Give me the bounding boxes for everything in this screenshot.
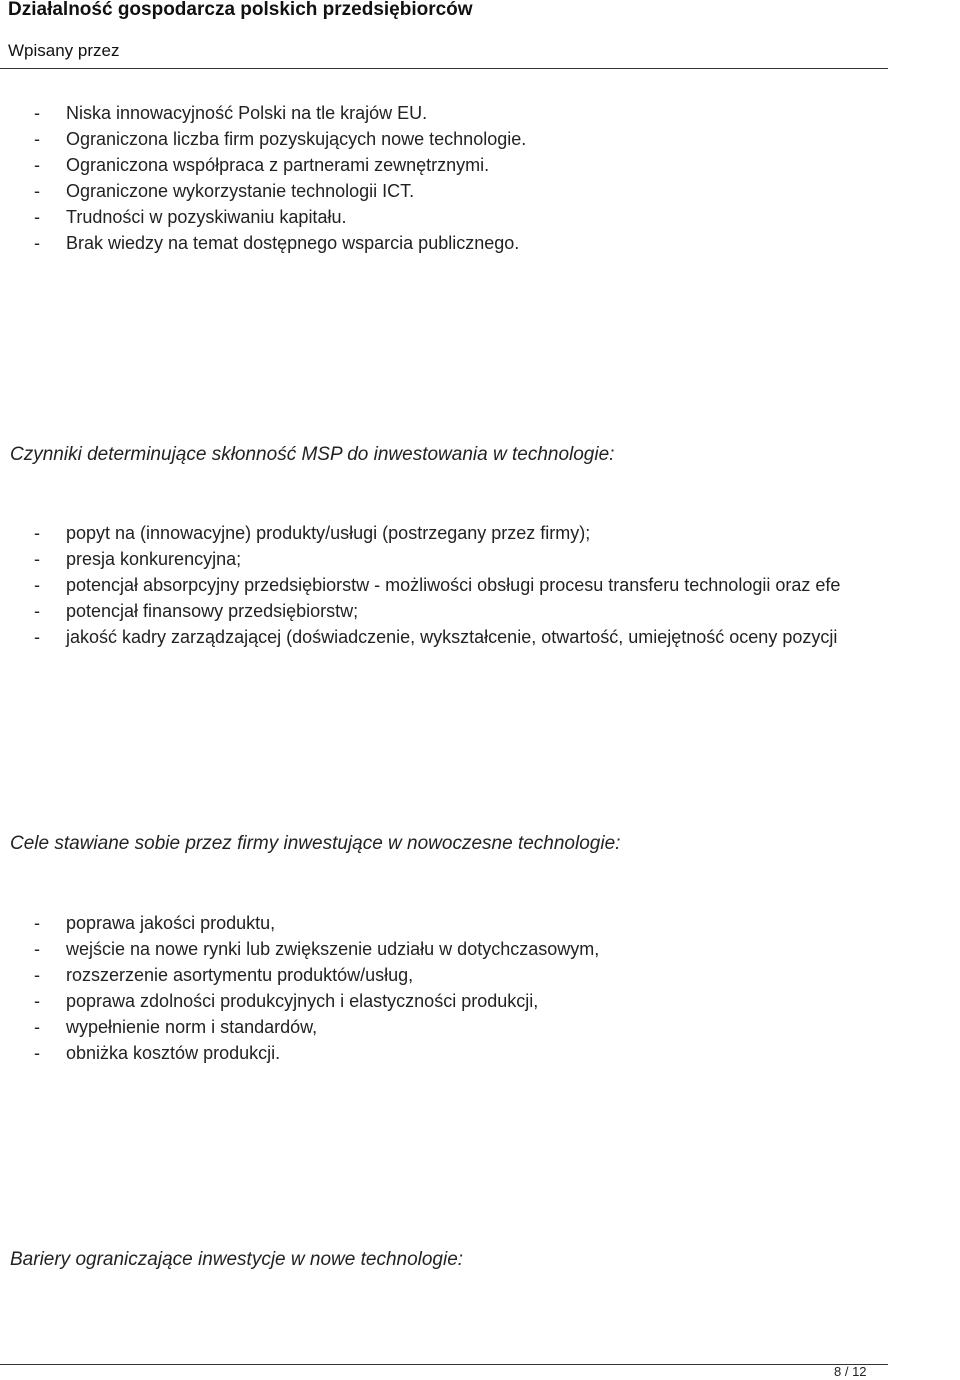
goals-heading: Cele stawiane sobie przez firmy inwestujące w nowoczesne technologie:	[10, 833, 621, 854]
list-marker: -	[34, 207, 40, 227]
list-item-text: obniżka kosztów produkcji.	[66, 1043, 281, 1063]
list-item-text: poprawa zdolności produkcyjnych i elastyczności produkcji,	[66, 991, 539, 1011]
list-item-text: popyt na (innowacyjne) produkty/usługi (postrzegany przez firmy);	[66, 523, 591, 543]
list-item	[34, 910, 960, 936]
list-marker: -	[34, 181, 40, 201]
list-item	[34, 624, 960, 650]
list-marker: -	[34, 965, 40, 985]
list-marker: -	[34, 549, 40, 569]
list-item	[34, 520, 960, 546]
list-item-text: potencjał absorpcyjny przedsiębiorstw - możliwości obsługi procesu transferu technologii oraz efe	[66, 575, 841, 595]
list-item-text: jakość kadry zarządzającej (doświadczenie, wykształcenie, otwartość, umiejętność oceny pozycji	[66, 627, 838, 647]
list-marker: -	[34, 523, 40, 543]
list-marker: -	[34, 155, 40, 175]
list-item	[34, 126, 960, 152]
list-item	[34, 152, 960, 178]
list-marker: -	[34, 939, 40, 959]
list-item-text: potencjał finansowy przedsiębiorstw;	[66, 601, 359, 621]
page-number: 8 / 12	[834, 1364, 867, 1379]
list-marker: -	[34, 233, 40, 253]
factors-list	[34, 520, 960, 650]
list-marker: -	[34, 575, 40, 595]
list-item-text: Ograniczone wykorzystanie technologii ICT.	[66, 181, 415, 201]
list-item-text: poprawa jakości produktu,	[66, 913, 276, 933]
list-item	[34, 572, 960, 598]
weaknesses-list	[34, 100, 960, 256]
list-marker: -	[34, 129, 40, 149]
list-item-text: wypełnienie norm i standardów,	[66, 1017, 318, 1037]
list-item-text: Trudności w pozyskiwaniu kapitału.	[66, 207, 347, 227]
list-marker: -	[34, 1017, 40, 1037]
barriers-heading: Bariery ograniczające inwestycje w nowe technologie:	[10, 1249, 464, 1270]
list-item	[34, 962, 960, 988]
list-item-text: Brak wiedzy na temat dostępnego wsparcia publicznego.	[66, 233, 520, 253]
list-item-text: wejście na nowe rynki lub zwiększenie udziału w dotychczasowym,	[66, 939, 600, 959]
list-item	[34, 988, 960, 1014]
list-marker: -	[34, 627, 40, 647]
list-marker: -	[34, 103, 40, 123]
list-item-text: presja konkurencyjna;	[66, 549, 242, 569]
list-item	[34, 546, 960, 572]
page-header	[0, 0, 888, 69]
list-item	[34, 1040, 960, 1066]
list-item	[34, 100, 960, 126]
list-item	[34, 936, 960, 962]
footer-divider	[0, 1364, 888, 1365]
document-title: Działalność gospodarcza polskich przedsiębiorców	[8, 0, 473, 20]
author-line: Wpisany przez	[8, 41, 120, 60]
list-marker: -	[34, 1043, 40, 1063]
list-item	[34, 598, 960, 624]
list-item-text: Ograniczona współpraca z partnerami zewnętrznymi.	[66, 155, 490, 175]
factors-heading: Czynniki determinujące skłonność MSP do inwestowania w technologie:	[10, 444, 615, 465]
list-item-text: Ograniczona liczba firm pozyskujących nowe technologie.	[66, 129, 527, 149]
list-marker: -	[34, 991, 40, 1011]
goals-list	[34, 910, 960, 1066]
list-item-text: Niska innowacyjność Polski na tle krajów EU.	[66, 103, 428, 123]
list-item-text: rozszerzenie asortymentu produktów/usług,	[66, 965, 414, 985]
list-item	[34, 178, 960, 204]
list-item	[34, 1014, 960, 1040]
list-item	[34, 230, 960, 256]
list-marker: -	[34, 601, 40, 621]
list-item	[34, 204, 960, 230]
list-marker: -	[34, 913, 40, 933]
